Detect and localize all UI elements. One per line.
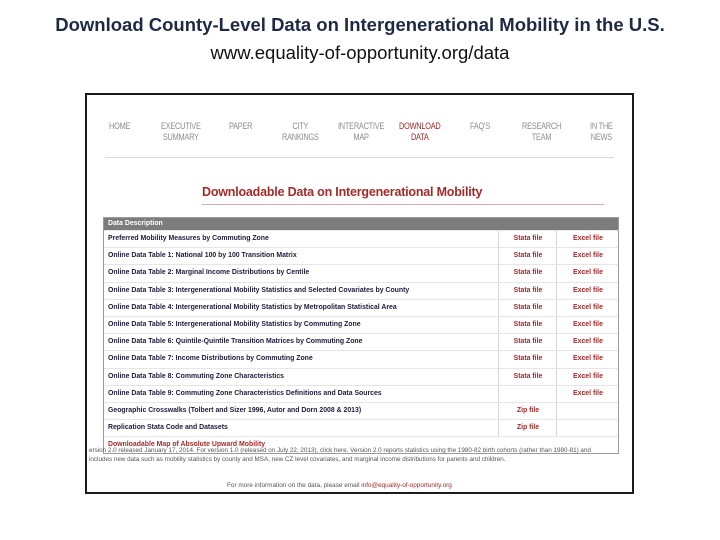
- nav-faqs[interactable]: FAQ'S: [470, 121, 490, 131]
- table-row: [104, 385, 618, 402]
- slide-url: www.equality-of-opportunity.org/data: [210, 42, 510, 63]
- version-note-line1: ersion 2.0 released January 17, 2014. For version 1.0 (released on July 22, 2013), click here. Version 2.0 reports statistics using the 1980-82 birth cohorts (rather than 1980-81) and: [89, 447, 591, 454]
- table-row: [104, 333, 618, 350]
- excel-file-link[interactable]: Excel file: [556, 265, 619, 281]
- excel-file-link[interactable]: Excel file: [556, 231, 619, 247]
- map-download-link[interactable]: Downloadable Map of Absolute Upward Mobility: [108, 441, 266, 449]
- nav-download-data[interactable]: DOWNLOAD DATA: [399, 121, 441, 142]
- table-row: [104, 264, 618, 281]
- nav-divider: [105, 157, 614, 158]
- excel-file-link[interactable]: Excel file: [556, 317, 619, 333]
- table-row: [104, 299, 618, 316]
- page-heading: Downloadable Data on Intergenerational Mobility: [202, 185, 483, 199]
- table-header: Data Description: [104, 218, 618, 230]
- table-row: [104, 316, 618, 333]
- zip-file-link[interactable]: Zip file: [498, 403, 557, 419]
- stata-file-link[interactable]: Stata file: [498, 248, 557, 264]
- row-description: Online Data Table 1: National 100 by 100 Transition Matrix: [108, 252, 297, 260]
- row-description: Online Data Table 8: Commuting Zone Characteristics: [108, 372, 284, 380]
- zip-file-link[interactable]: Zip file: [498, 420, 557, 436]
- heading-divider: [202, 204, 604, 205]
- empty-cell: [556, 403, 619, 419]
- stata-file-link[interactable]: Stata file: [498, 369, 557, 385]
- excel-file-link[interactable]: Excel file: [556, 351, 619, 367]
- nav-research-team[interactable]: RESEARCH TEAM: [522, 121, 562, 142]
- row-description: Online Data Table 4: Intergenerational Mobility Statistics by Metropolitan Statistical Area: [108, 303, 397, 311]
- site-nav: [87, 109, 632, 159]
- nav-interactive-map[interactable]: INTERACTIVE MAP: [338, 121, 385, 142]
- row-description: Online Data Table 7: Income Distributions by Commuting Zone: [108, 355, 313, 363]
- stata-file-link[interactable]: Stata file: [498, 351, 557, 367]
- table-row: [104, 247, 618, 264]
- stata-file-link[interactable]: [498, 386, 557, 402]
- nav-home[interactable]: HOME: [109, 121, 131, 131]
- stata-file-link[interactable]: Stata file: [498, 265, 557, 281]
- row-description: Online Data Table 5: Intergenerational Mobility Statistics by Commuting Zone: [108, 320, 361, 328]
- contact-email-link[interactable]: info@equality-of-opportunity.org: [361, 482, 452, 489]
- stata-file-link[interactable]: Stata file: [498, 283, 557, 299]
- data-table: [103, 217, 619, 454]
- stata-file-link[interactable]: Stata file: [498, 231, 557, 247]
- excel-file-link[interactable]: Excel file: [556, 248, 619, 264]
- nav-in-the-news[interactable]: IN THE NEWS: [590, 121, 613, 142]
- stata-file-link[interactable]: Stata file: [498, 300, 557, 316]
- excel-file-link[interactable]: Excel file: [556, 334, 619, 350]
- row-description: Replication Stata Code and Datasets: [108, 424, 228, 432]
- row-description: Online Data Table 3: Intergenerational Mobility Statistics and Selected Covariates by County: [108, 286, 410, 294]
- excel-file-link[interactable]: Excel file: [556, 386, 619, 402]
- stata-file-link[interactable]: Stata file: [498, 317, 557, 333]
- table-row: [104, 368, 618, 385]
- excel-file-link[interactable]: Excel file: [556, 300, 619, 316]
- nav-city-rankings[interactable]: CITY RANKINGS: [282, 121, 319, 142]
- version-note-line2: includes new data such as mobility statistics by county and MSA, new CZ level covariates, and marginal income distributions for parents and children.: [89, 456, 506, 463]
- excel-file-link[interactable]: Excel file: [556, 283, 619, 299]
- row-description: Online Data Table 2: Marginal Income Distributions by Centile: [108, 269, 310, 277]
- nav-paper[interactable]: PAPER: [229, 121, 253, 131]
- contact-line: [227, 482, 452, 489]
- table-row: [104, 402, 618, 419]
- table-row: [104, 230, 618, 247]
- table-row: [104, 419, 618, 436]
- row-description: Geographic Crosswalks (Tolbert and Sizer 1996, Autor and Dorn 2008 & 2013): [108, 406, 362, 414]
- stata-file-link[interactable]: Stata file: [498, 334, 557, 350]
- table-row: [104, 282, 618, 299]
- table-row: [104, 350, 618, 367]
- row-description: Online Data Table 6: Quintile-Quintile Transition Matrices by Commuting Zone: [108, 338, 363, 346]
- contact-text: For more information on the data, please email: [227, 482, 362, 489]
- slide-title: Download County-Level Data on Intergenerational Mobility in the U.S.: [55, 14, 665, 35]
- nav-executive-summary[interactable]: EXECUTIVE SUMMARY: [161, 121, 201, 142]
- empty-cell: [556, 420, 619, 436]
- row-description: Preferred Mobility Measures by Commuting Zone: [108, 235, 269, 242]
- row-description: Online Data Table 9: Commuting Zone Characteristics Definitions and Data Sources: [108, 389, 382, 397]
- excel-file-link[interactable]: Excel file: [556, 369, 619, 385]
- website-screenshot: [85, 93, 634, 494]
- version-note: [87, 446, 634, 464]
